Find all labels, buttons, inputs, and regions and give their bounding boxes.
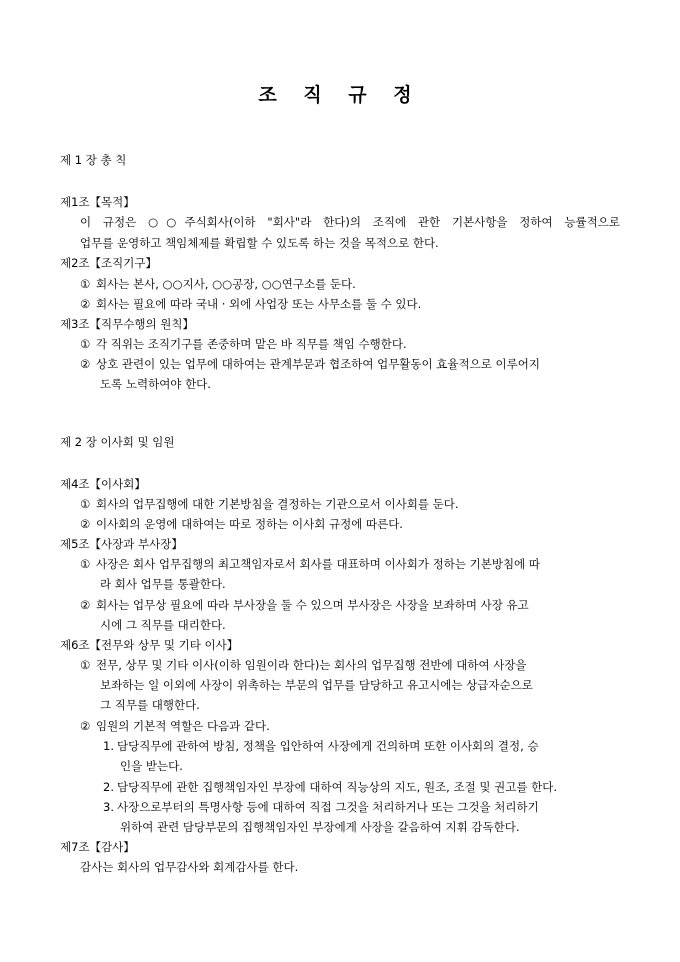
clause-text: 회사는 필요에 따라 국내 · 외에 사업장 또는 사무소를 둘 수 있다. <box>96 297 422 311</box>
article-6-subitem-3-cont: 위하여 관련 담당부문의 집행책임자인 부장에게 사장을 갈음하여 지휘 감독한다. <box>120 820 520 834</box>
article-2-clause-1 <box>80 277 356 291</box>
article-5-clause-1 <box>80 557 540 571</box>
article-7-text: 감사는 회사의 업무감사와 회계감사를 한다. <box>80 860 299 874</box>
article-5-clause-2 <box>80 598 529 612</box>
clause-text: 이사회의 운영에 대하여는 따로 정하는 이사회 규정에 따른다. <box>96 517 403 531</box>
clause-marker: ② <box>80 598 91 612</box>
clause-text: 회사는 업무상 필요에 따라 부사장을 둘 수 있으며 부사장은 사장을 보좌하며 사장 유고 <box>96 598 529 612</box>
article-1-text-line-2: 업무를 운영하고 책임체제를 확립할 수 있도록 하는 것을 목적으로 한다. <box>80 236 439 250</box>
subitem-number: 2. <box>103 780 114 794</box>
subitem-text: 담당직무에 관하여 방침, 정책을 입안하여 사장에게 건의하며 또한 이사회의 결정, 승 <box>117 739 539 753</box>
clause-text: 사장은 회사 업무집행의 최고책임자로서 회사를 대표하며 이사회가 정하는 기본방침에 따 <box>96 557 540 571</box>
clause-marker: ① <box>80 658 91 672</box>
subitem-number: 3. <box>103 800 114 814</box>
clause-marker: ② <box>80 719 91 733</box>
clause-text: 임원의 기본적 역할은 다음과 같다. <box>96 719 270 733</box>
article-5-clause-2-cont: 시에 그 직무를 대리한다. <box>100 618 226 632</box>
article-1-text-line-1: 이 규정은 ○○주식회사(이하 "회사"라 한다)의 조직에 관한 기본사항을 정하여 능률적으로 <box>80 215 620 229</box>
document-title: 조 직 규 정 <box>258 84 422 106</box>
article-1-heading: 제1조【목적】 <box>60 195 135 209</box>
article-5-clause-1-cont: 라 회사 업무를 통괄한다. <box>100 577 226 591</box>
article-6-heading: 제6조【전무와 상무 및 기타 이사】 <box>60 638 239 652</box>
article-3-clause-1 <box>80 337 407 351</box>
clause-text: 회사는 본사, ○○지사, ○○공장, ○○연구소를 둔다. <box>96 277 356 291</box>
clause-marker: ② <box>80 357 91 371</box>
article-6-clause-1-cont-1: 보좌하는 일 이외에 사장이 위촉하는 부문의 업무를 담당하고 유고시에는 상급자순으로 <box>100 678 533 692</box>
clause-text: 전무, 상무 및 기타 이사(이하 임원이라 한다)는 회사의 업무집행 전반에 대하여 사장을 <box>96 658 527 672</box>
article-6-clause-1-cont-2: 그 직무를 대행한다. <box>100 698 200 712</box>
article-6-subitem-3 <box>103 800 539 814</box>
chapter-1-heading: 제 1 장 총 칙 <box>60 153 127 167</box>
subitem-text: 사장으로부터의 특명사항 등에 대하여 직접 그것을 처리하거나 또는 그것을 처리하기 <box>117 800 539 814</box>
clause-marker: ① <box>80 557 91 571</box>
article-6-clause-2 <box>80 719 270 733</box>
clause-text: 각 직위는 조직기구를 존중하며 맡은 바 직무를 책임 수행한다. <box>96 337 407 351</box>
article-5-heading: 제5조【사장과 부사장】 <box>60 537 183 551</box>
article-3-clause-2 <box>80 357 540 371</box>
clause-marker: ② <box>80 297 91 311</box>
article-4-clause-1 <box>80 497 459 511</box>
article-2-heading: 제2조【조직기구】 <box>60 256 157 270</box>
clause-text: 회사의 업무집행에 대한 기본방침을 결정하는 기관으로서 이사회를 둔다. <box>96 497 459 511</box>
clause-text: 상호 관련이 있는 업무에 대하여는 관계부문과 협조하여 업무활동이 효율적으로 이루어지 <box>96 357 540 371</box>
article-3-heading: 제3조【직무수행의 원칙】 <box>60 317 194 331</box>
article-4-clause-2 <box>80 517 403 531</box>
article-2-clause-2 <box>80 297 421 311</box>
article-7-heading: 제7조【감사】 <box>60 840 135 854</box>
clause-marker: ① <box>80 337 91 351</box>
article-6-clause-1 <box>80 658 527 672</box>
subitem-number: 1. <box>103 739 114 753</box>
chapter-2-heading: 제 2 장 이사회 및 임원 <box>60 435 175 449</box>
subitem-text: 담당직무에 관한 집행책임자인 부장에 대하여 직능상의 지도, 원조, 조절 및 권고를 한다. <box>117 780 557 794</box>
article-6-subitem-1-cont: 인을 받는다. <box>120 759 183 773</box>
clause-marker: ② <box>80 517 91 531</box>
clause-marker: ① <box>80 497 91 511</box>
clause-marker: ① <box>80 277 91 291</box>
article-6-subitem-1 <box>103 739 539 753</box>
article-6-subitem-2 <box>103 780 557 794</box>
article-4-heading: 제4조【이사회】 <box>60 477 146 491</box>
article-3-clause-2-cont: 도록 노력하여야 한다. <box>100 377 211 391</box>
